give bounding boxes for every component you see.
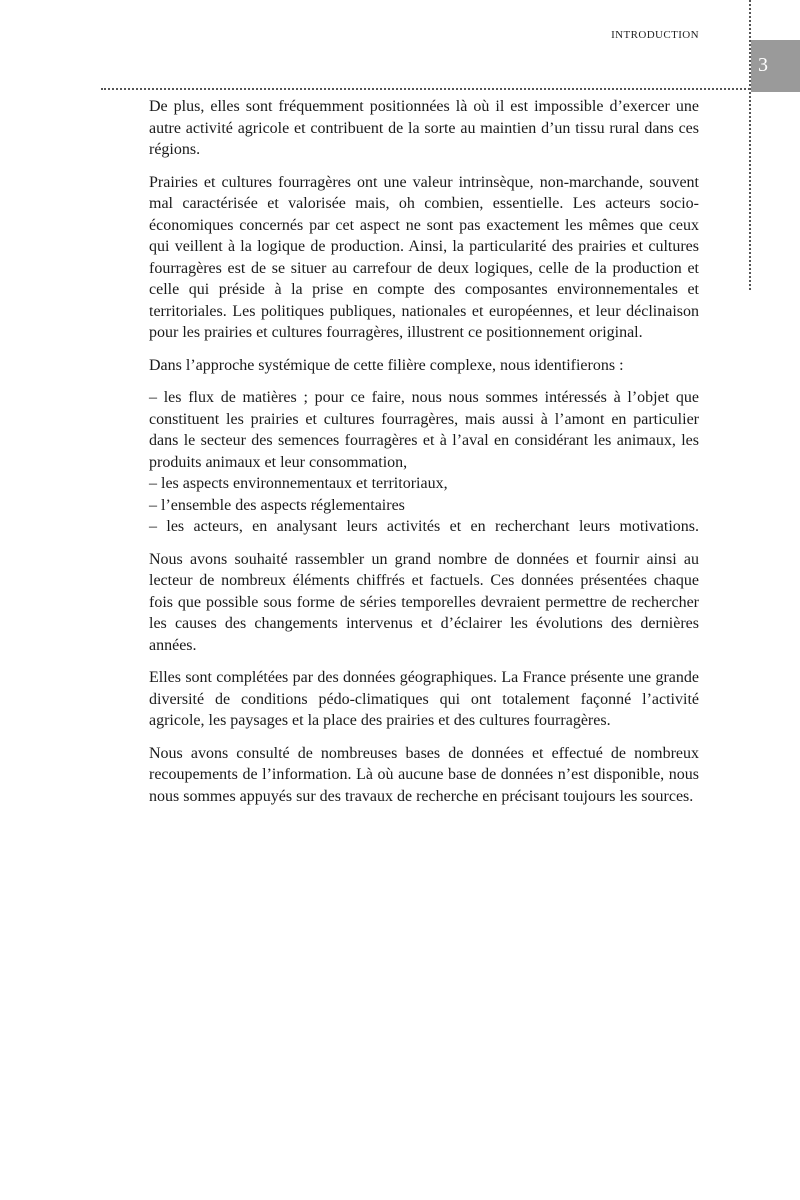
paragraph: Nous avons consulté de nombreuses bases de données et effectué de nombreux recoupements de l’information. Là où aucune base de données n’est disponible, nous nous sommes appuyés sur des travaux de recherche en précisant toujours les sources. bbox=[149, 744, 699, 805]
paragraph: De plus, elles sont fréquemment positionnées là où il est impossible d’exercer une autre activité agricole et contribuent de la sorte au maintien d’un tissu rural dans ces régions. bbox=[149, 98, 699, 158]
list-item: – les acteurs, en analysant leurs activités et en recherchant leurs motivations. bbox=[149, 518, 699, 535]
paragraph: Nous avons souhaité rassembler un grand nombre de données et fournir ainsi au lecteur de nombreux éléments chiffrés et factuels. Ces données présentées chaque fois que possible sous forme de séries temporelles devraient permettre de rechercher les causes des changements intervenus et d’éclairer les évolutions des dernières années. bbox=[149, 550, 699, 654]
header-dotted-rule bbox=[101, 88, 750, 90]
list-item: – les aspects environnementaux et territoriaux, bbox=[149, 475, 448, 492]
paragraph: Prairies et cultures fourragères ont une valeur intrinsèque, non-marchande, souvent mal caractérisée et valorisée mais, oh combien, essentielle. Les acteurs socio-économiques concernés par cet aspect ne sont pas exactement les mêmes que ceux qui veillent à la logique de production. Ainsi, la particularité des prairies et cultures fourragères est de se situer au carrefour de deux logiques, celle de la production et celle qui préside à la prise en compte des composantes environnementales et territoriales. Les politiques publiques, nationales et européennes, et leur déclinaison pour les prairies et cultures fourragères, illustrent ce positionnement original. bbox=[149, 173, 699, 341]
paragraph: Elles sont complétées par des données géographiques. La France présente une grande diversité de conditions pédo-climatiques qui ont totalement façonné l’activité agricole, les paysages et la place des prairies et des cultures fourragères. bbox=[149, 669, 699, 729]
running-head-title: INTRODUCTION bbox=[611, 29, 699, 41]
body-text bbox=[149, 96, 699, 818]
list-item: – l’ensemble des aspects réglementaires bbox=[149, 496, 405, 514]
objectives-list bbox=[149, 387, 699, 538]
paragraph: Dans l’approche systémique de cette filière complexe, nous identifierons : bbox=[149, 356, 624, 374]
list-item: – les flux de matières ; pour ce faire, nous nous sommes intéressés à l’objet que constituent les prairies et cultures fourragères, mais aussi à l’amont en particulier dans le secteur des semences fourragères et à l’aval en considérant les animaux, les produits animaux et leur consommation, bbox=[149, 389, 699, 471]
page-number: 3 bbox=[758, 54, 768, 76]
